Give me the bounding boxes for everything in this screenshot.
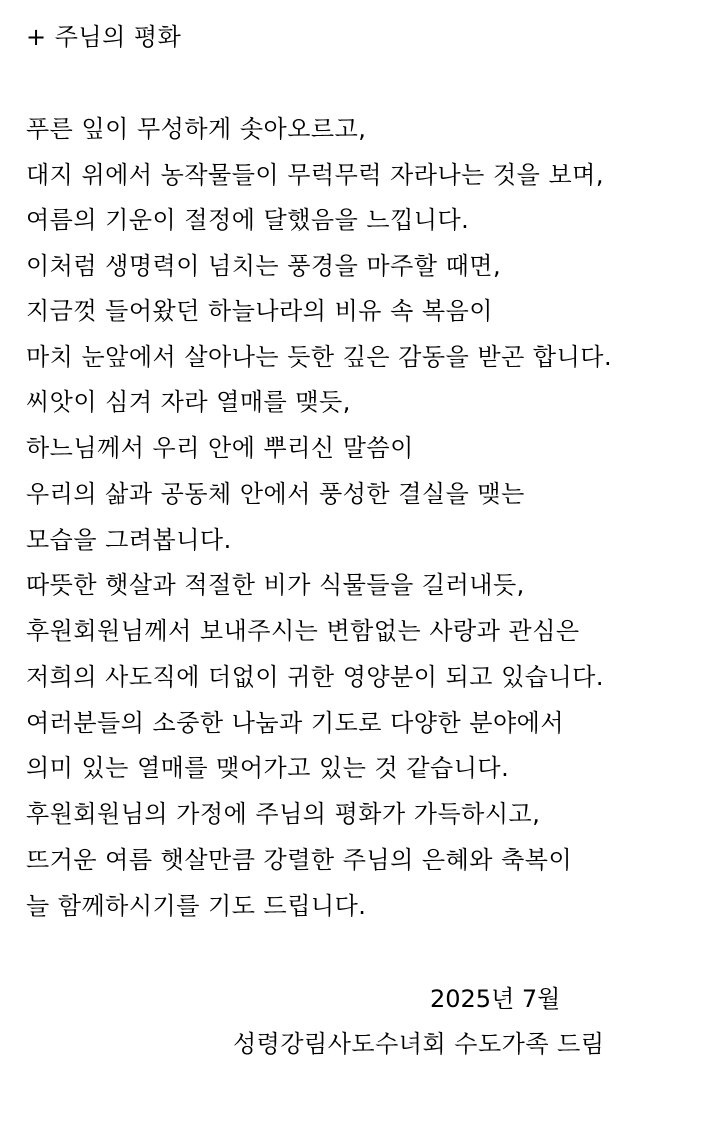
- body-line: 대지 위에서 농작물들이 무럭무럭 자라나는 것을 보며,: [26, 161, 604, 189]
- letter-sender: 성령강림사도수녀회 수도가족 드림: [233, 1030, 605, 1058]
- body-line: 마치 눈앞에서 살아나는 듯한 깊은 감동을 받곤 합니다.: [26, 343, 613, 371]
- body-line: 우리의 삶과 공동체 안에서 풍성한 결실을 맺는: [26, 480, 525, 508]
- letter-date: 2025년 7월: [430, 985, 561, 1013]
- letter-heading: + 주님의 평화: [26, 23, 182, 51]
- body-line: 의미 있는 열매를 맺어가고 있는 것 같습니다.: [26, 754, 510, 782]
- body-line: 따뜻한 햇살과 적절한 비가 식물들을 길러내듯,: [26, 571, 525, 599]
- body-line: 저희의 사도직에 더없이 귀한 영양분이 되고 있습니다.: [26, 663, 604, 691]
- body-line: 이처럼 생명력이 넘치는 풍경을 마주할 때면,: [26, 252, 502, 280]
- body-line: 씨앗이 심겨 자라 열매를 맺듯,: [26, 388, 351, 416]
- body-line: 여름의 기운이 절정에 달했음을 느낍니다.: [26, 206, 470, 234]
- body-line: 모습을 그려봅니다.: [26, 526, 232, 554]
- body-line: 후원회원님께서 보내주시는 변함없는 사랑과 관심은: [26, 617, 580, 645]
- body-line: 후원회원님의 가정에 주님의 평화가 가득하시고,: [26, 800, 541, 828]
- body-line: 늘 함께하시기를 기도 드립니다.: [26, 892, 367, 920]
- body-line: 여러분들의 소중한 나눔과 기도로 다양한 분야에서: [26, 709, 565, 737]
- body-line: 하느님께서 우리 안에 뿌리신 말씀이: [26, 434, 414, 462]
- body-line: 뜨거운 여름 햇살만큼 강렬한 주님의 은혜와 축복이: [26, 846, 573, 874]
- body-line: 푸른 잎이 무성하게 솟아오르고,: [26, 115, 367, 143]
- body-line: 지금껏 들어왔던 하늘나라의 비유 속 복음이: [26, 297, 493, 325]
